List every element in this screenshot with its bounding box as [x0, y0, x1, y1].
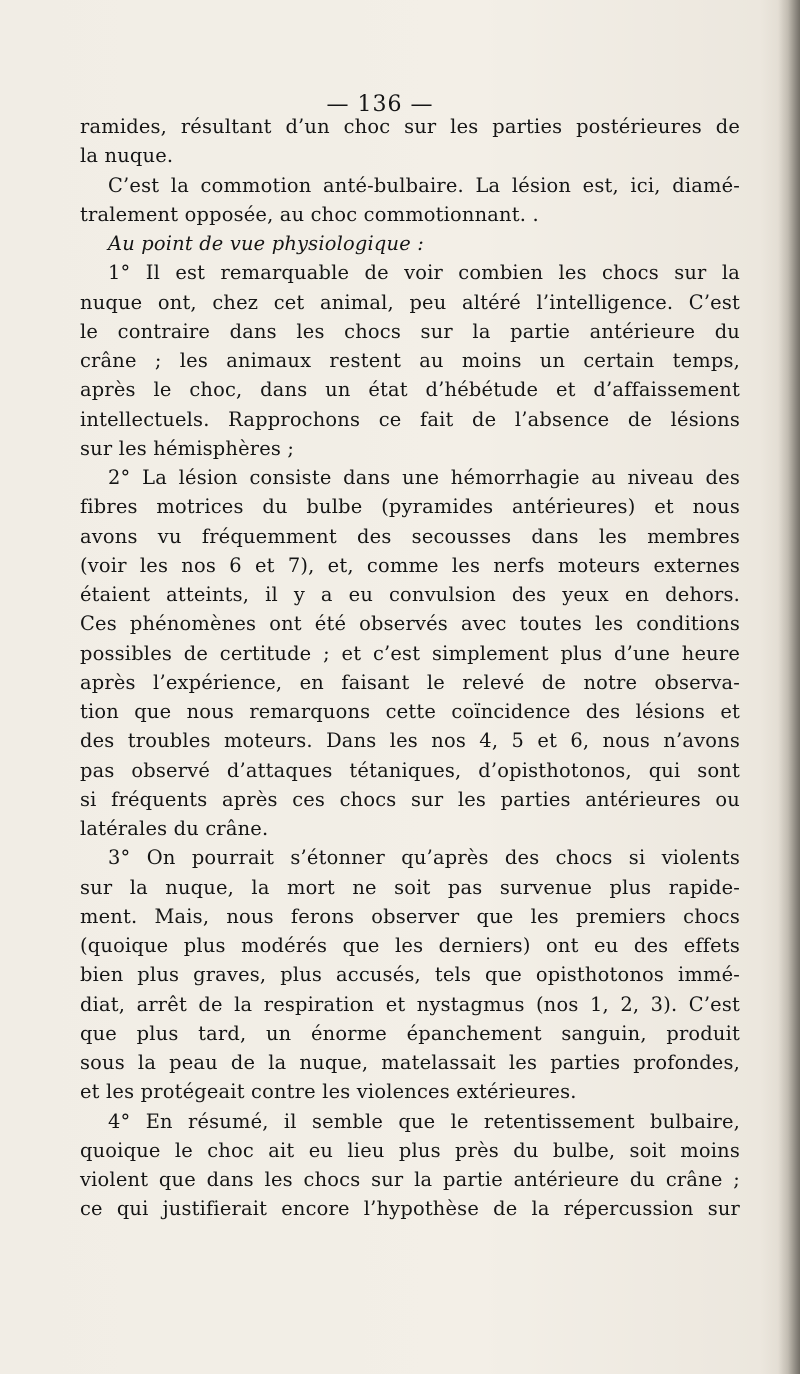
- text-line: sur les hémisphères ;: [80, 436, 295, 460]
- text-line: 4° En résumé, il semble que le retentissement bulbaire,: [108, 1109, 740, 1133]
- text-line: sur la nuque, la mort ne soit pas survenue plus rapide-: [80, 875, 740, 899]
- text-line: Ces phénomènes ont été observés avec toutes les conditions: [80, 612, 740, 636]
- text-line: crâne ; les animaux restent au moins un certain temps,: [80, 349, 740, 372]
- text-line: possibles de certitude ; et c’est simplement plus d’une heure: [80, 641, 740, 665]
- text-line: fibres motrices du bulbe (pyramides antérieures) et nous: [80, 495, 740, 519]
- text-line: bien plus graves, plus accusés, tels que opisthotonos immé-: [80, 963, 740, 987]
- text-line: tralement opposée, au choc commotionnant. .: [80, 202, 539, 226]
- text-line: le contraire dans les chocs sur la partie antérieure du: [80, 319, 740, 343]
- text-line: tion que nous remarquons cette coïncidence des lésions et: [80, 700, 740, 723]
- page-number: — 136 —: [326, 92, 434, 117]
- text-line: que plus tard, un énorme épanchement sanguin, produit: [80, 1021, 740, 1045]
- text-line: intellectuels. Rapprochons ce fait de l’absence de lésions: [80, 407, 740, 431]
- text-line: la nuque.: [80, 144, 174, 168]
- text-line: violent que dans les chocs sur la partie antérieure du crâne ;: [80, 1168, 740, 1191]
- text-line: avons vu fréquemment des secousses dans les membres: [80, 524, 740, 548]
- text-line: quoique le choc ait eu lieu plus près du bulbe, soit moins: [80, 1138, 740, 1162]
- text-line: ment. Mais, nous ferons observer que les premiers chocs: [80, 904, 740, 928]
- text-line: ramides, résultant d’un choc sur les parties postérieures de: [80, 115, 740, 138]
- text-line: C’est la commotion anté-bulbaire. La lésion est, ici, diamé-: [108, 173, 740, 197]
- text-line: 1° Il est remarquable de voir combien les chocs sur la: [108, 261, 740, 285]
- text-line: après le choc, dans un état d’hébétude et d’affaissement: [80, 378, 740, 402]
- text-line: 3° On pourrait s’étonner qu’après des chocs si violents: [108, 846, 740, 870]
- body-text: [80, 112, 740, 1224]
- text-line: diat, arrêt de la respiration et nystagmus (nos 1, 2, 3). C’est: [80, 992, 740, 1016]
- text-line: sous la peau de la nuque, matelassait les parties profondes,: [80, 1051, 740, 1074]
- text-line: des troubles moteurs. Dans les nos 4, 5 et 6, nous n’avons: [80, 729, 740, 753]
- text-line: après l’expérience, en faisant le relevé de notre observa-: [80, 670, 740, 694]
- text-line: pas observé d’attaques tétaniques, d’opisthotonos, qui sont: [80, 758, 740, 782]
- text-line: si fréquents après ces chocs sur les parties antérieures ou: [80, 787, 740, 811]
- text-line: 2° La lésion consiste dans une hémorrhagie au niveau des: [108, 466, 740, 489]
- page-edge-shadow: [778, 0, 800, 1374]
- text-line: ce qui justifierait encore l’hypothèse de la répercussion sur: [80, 1197, 740, 1221]
- text-line: latérales du crâne.: [80, 817, 269, 840]
- text-line: (quoique plus modérés que les derniers) ont eu des effets: [80, 934, 740, 957]
- text-line: (voir les nos 6 et 7), et, comme les nerfs moteurs externes: [80, 553, 740, 577]
- text-line: étaient atteints, il y a eu convulsion des yeux en dehors.: [80, 583, 740, 606]
- text-line: et les protégeait contre les violences extérieures.: [80, 1080, 577, 1104]
- text-line: nuque ont, chez cet animal, peu altéré l’intelligence. C’est: [80, 290, 740, 314]
- text-line: Au point de vue physiologique :: [108, 232, 424, 255]
